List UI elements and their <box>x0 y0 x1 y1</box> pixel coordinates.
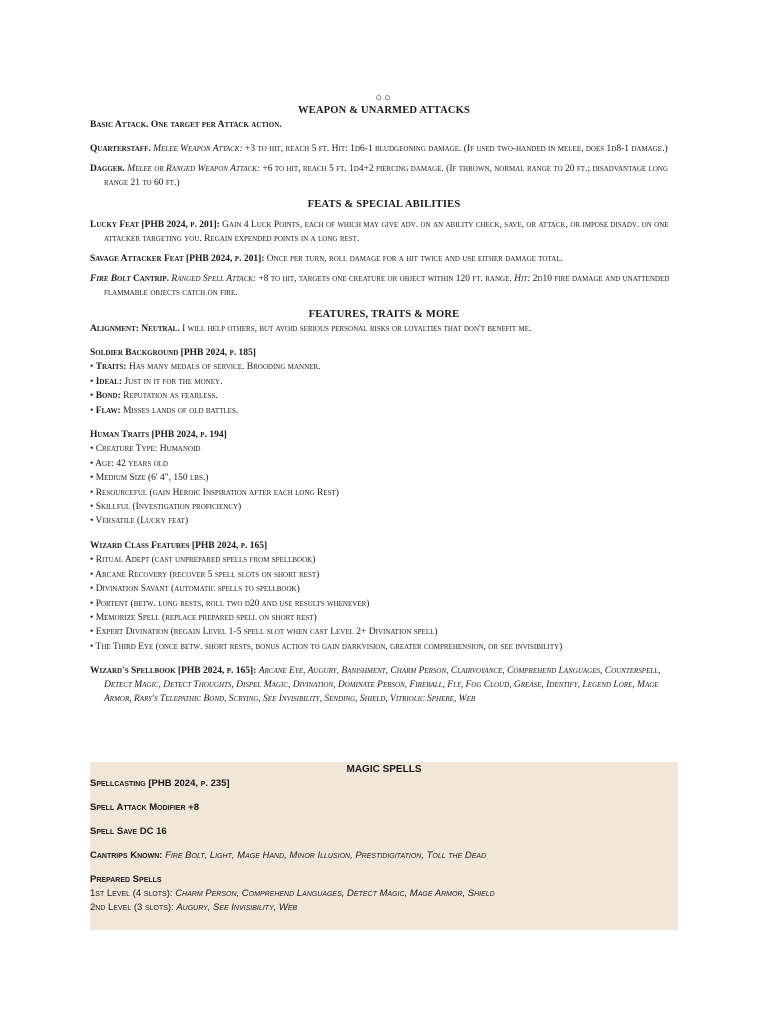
dagger-text: +6 to hit, reach 5 ft. 1d4+2 piercing damage. (If thrown, normal range to 20 ft.; disadvantage long range 21 to 60 ft.) <box>104 164 669 188</box>
level1-spells: Charm Person, Comprehend Languages, Detect Magic, Mage Armor, Shield <box>175 888 495 899</box>
list-item: • Ideal: Just in it for the money. <box>90 376 223 387</box>
list-item: • Flaw: Misses lands of old battles. <box>90 405 239 416</box>
fire-bolt-type: Ranged Spell Attack: <box>171 274 257 284</box>
weapons-heading: WEAPON & UNARMED ATTACKS <box>297 105 471 116</box>
list-item: • Memorize Spell (replace prepared spell on short rest) <box>90 612 317 623</box>
list-item: • Bond: Reputation as fearless. <box>90 391 218 402</box>
level2-spells-line <box>90 901 678 915</box>
list-item: • Creature Type: Humanoid <box>90 444 201 455</box>
document-body <box>90 92 678 706</box>
lucky-feat-text: Gain 4 Luck Points, each of which may give adv. on an ability check, save, or attack, or impose disadv. on one attacker targeting you. Regain expended points in a long rest. <box>104 220 669 244</box>
list-item: • Resourceful (gain Heroic Inspiration after each long Rest) <box>90 487 339 498</box>
features-heading: FEATURES, TRAITS & MORE <box>308 309 460 320</box>
dagger-type: Melee or Ranged Weapon Attack: <box>127 164 261 174</box>
quarterstaff-name: Quarterstaff. <box>90 144 151 154</box>
fire-bolt-hit-label: Hit: <box>514 274 531 284</box>
dagger-entry <box>90 162 678 190</box>
list-item: • Versatile (Lucky feat) <box>90 516 189 527</box>
dagger-name: Dagger. <box>90 164 125 174</box>
wizard-features-title: Wizard Class Features [PHB 2024, p. 165] <box>90 540 268 551</box>
quarterstaff-type: Melee Weapon Attack: <box>153 144 243 154</box>
cantrips-label: Cantrips Known: <box>90 850 163 861</box>
list-item: • Skillful (Investigation proficiency) <box>90 502 242 513</box>
spellbook-spells: Arcane Eye, Augury, Banishment, Charm Person, Clairvoyance, Comprehend Languages, Counterspell, Detect Magic, Detect Thoughts, Dispel Magic, Divination, Dominate Person, Fireball, Fly, Fog Cloud, Grease, Identify, Legend Lore, Mage Armor, Rary's Telepathic Bond, Scrying, See Invisibility, Sending, Shield, Vitriolic Sphere, Web <box>104 666 661 705</box>
cantrips-list: Fire Bolt, Light, Mage Hand, Minor Illusion, Prestidigitation, Toll the Dead <box>165 850 487 861</box>
alignment-label: Alignment: Neutral. <box>90 324 180 334</box>
alignment-text: I will help others, but avoid serious personal risks or loyalties that don't benefit me. <box>182 324 532 334</box>
list-item: • The Third Eye (once betw. short rests, bonus action to gain darkvision, greater comprehension, or see invisibility) <box>90 641 563 652</box>
spellcasting-line: Spellcasting [PHB 2024, p. 235] <box>90 778 230 789</box>
list-item: • Ritual Adept (cast unprepared spells from spellbook) <box>90 555 316 566</box>
fire-bolt-name: Fire Bolt <box>90 274 131 284</box>
list-item: • Arcane Recovery (recover 5 spell slots on short rest) <box>90 569 320 580</box>
spell-attack-modifier: Spell Attack Modifier +8 <box>90 802 199 813</box>
level2-spells: Augury, See Invisibility, Web <box>176 902 298 913</box>
prepared-spells-label: Prepared Spells <box>90 874 162 885</box>
magic-spells-panel <box>90 762 678 930</box>
savage-attacker-entry <box>90 252 678 266</box>
human-traits-title: Human Traits [PHB 2024, p. 194] <box>90 430 227 441</box>
list-item: • Medium Size (6' 4", 150 lbs.) <box>90 473 209 484</box>
list-item: • Divination Savant (automatic spells to spellbook) <box>90 584 300 595</box>
soldier-background-title: Soldier Background [PHB 2024, p. 185] <box>90 348 256 358</box>
spellbook-entry <box>90 664 678 706</box>
list-item: • Traits: Has many medals of service. Brooding manner. <box>90 362 321 373</box>
level1-spells-line <box>90 887 678 901</box>
spellbook-title: Wizard's Spellbook [PHB 2024, p. 165]: <box>90 666 257 677</box>
alignment-line <box>90 322 678 336</box>
fire-bolt-damage: 2d10 fire damage and unattended flammable objects catch on fire. <box>104 274 670 298</box>
quarterstaff-text: +3 to hit, reach 5 ft. Hit: 1d6-1 bludgeoning damage. (If used two-handed in melee, does 1d8-1 damage.) <box>245 144 668 154</box>
savage-attacker-text: Once per turn, roll damage for a hit twice and use either damage total. <box>266 254 563 264</box>
fire-bolt-cantrip-label: Cantrip. <box>132 274 170 284</box>
list-item: • Expert Divination (regain Level 1-5 spell slot when cast Level 2+ Divination spell) <box>90 627 438 638</box>
top-ornament: ○○ <box>375 92 393 104</box>
quarterstaff-entry <box>90 142 678 156</box>
list-item: • Portent (betw. long rests, roll two d20 and use results whenever) <box>90 598 370 609</box>
spell-save-dc: Spell Save DC 16 <box>90 826 167 837</box>
cantrips-line <box>90 849 678 863</box>
savage-attacker-name: Savage Attacker Feat [PHB 2024, p. 201]: <box>90 254 265 264</box>
fire-bolt-text: +8 to hit, targets one creature or object within 120 ft. range. <box>258 274 512 284</box>
lucky-feat-name: Lucky Feat [PHB 2024, p. 201]: <box>90 220 220 230</box>
list-item: • Age: 42 years old <box>90 458 168 469</box>
level1-label: 1st Level (4 slots): <box>90 888 173 899</box>
fire-bolt-entry <box>90 272 678 300</box>
lucky-feat-entry <box>90 218 678 246</box>
basic-attack-line: Basic Attack. One target per Attack action. <box>90 120 282 130</box>
magic-heading: MAGIC SPELLS <box>346 764 422 775</box>
level2-label: 2nd Level (3 slots): <box>90 902 174 913</box>
feats-heading: FEATS & SPECIAL ABILITIES <box>307 199 461 210</box>
